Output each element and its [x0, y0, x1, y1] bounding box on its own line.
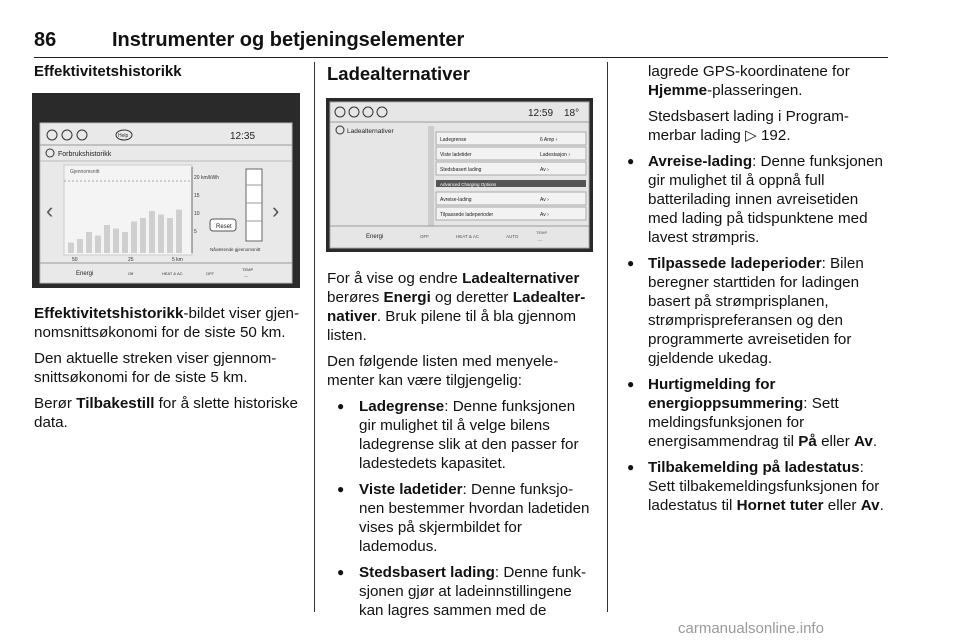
screen-time: 12:59 [528, 108, 554, 119]
mode-label: OFF [206, 271, 214, 276]
temp-label: TEMP [242, 267, 254, 272]
options-row-value: Av › [540, 197, 549, 203]
options-row-label: Avreise-lading [440, 197, 472, 203]
section-heading-charging-options: Ladealternativer [327, 63, 470, 84]
column-divider [607, 62, 608, 612]
energy-tab: Energi [366, 234, 384, 240]
options-row-label: Viste ladetider [440, 152, 472, 158]
column-2 [327, 62, 592, 627]
paragraph: For å vise og endre Ladealternativer berøres Energi og deretter Ladealternativer. Bruk pilene til å bla gjennom listen. [327, 270, 586, 344]
scale-20: 20 km/kWh [194, 175, 220, 181]
list-item: ● Viste ladetider: Denne funksjonen bestemmer hvordan ladetiden vises på skjermbildet for lademodus. [327, 480, 592, 556]
list-item: ● Tilpassede ladeperioder: Bilen beregner starttiden for ladingen basert på strømprisplanen, strømprispreferansen og den programmerte avreisetiden for gjeldende ukedag. [622, 254, 888, 368]
screen-title: Ladealternativer [347, 128, 394, 135]
history-bar [86, 232, 92, 253]
history-bar [95, 236, 101, 254]
history-bar [149, 211, 155, 253]
options-row-label: Advanced Charging Options [440, 182, 497, 187]
scale-5: 5 [194, 229, 197, 235]
list-item: ● Stedsbasert lading: Denne funksjonen gjør at ladeinnstillingene kan lagres sammen med de [327, 563, 592, 620]
column-1 [34, 62, 300, 439]
menu-items-list [327, 397, 592, 620]
temp-value: --- [244, 273, 248, 278]
list-item: ● Avreise-lading: Denne funksjonen gir mulighet til å oppnå full batterilading innen avreisetiden med lading på tidspunktene med lavest strømpris. [622, 152, 888, 247]
xtick-50: 50 [72, 257, 78, 263]
off-label: Off [128, 271, 134, 276]
page-number: 86 [34, 29, 57, 51]
options-row-label: Tilpassede ladeperioder [440, 212, 494, 218]
options-row-label: Ladegrense [440, 137, 467, 143]
history-bar [104, 225, 110, 253]
options-row-value: Av › [540, 167, 549, 173]
history-bar [176, 210, 182, 253]
temp-label: TEMP [536, 230, 548, 235]
energy-tab: Energi [76, 271, 94, 277]
list-item: ● Tilbakemelding på ladestatus: Sett tilbakemeldingsfunksjonen for ladestatus til Hornet tuter eller Av. [622, 458, 888, 515]
right-arrow-icon: › [272, 198, 280, 223]
menu-items-list [622, 152, 888, 515]
options-row-value: Av › [540, 212, 549, 218]
options-row-label: Stedsbasert lading [440, 167, 482, 173]
options-row-value: Ladestasjon › [540, 152, 571, 158]
screen-title: Forbrukshistorikk [58, 151, 112, 158]
history-bar [122, 232, 128, 253]
column-3 [622, 62, 888, 522]
paragraph: Den følgende listen med menyelementer kan være tilgjengelig: [327, 353, 559, 389]
heat-ac-label: HEAT & AC [456, 234, 480, 239]
left-arrow-icon: ‹ [46, 198, 54, 223]
section-heading-efficiency-history: Effektivitetshistorikk [34, 63, 182, 80]
paragraph: lagrede GPS-koordinatene for Hjemme-plasseringen. [648, 63, 850, 99]
list-item: ● Hurtigmelding for energioppsummering: Sett meldingsfunksjonen for energisammendrag til På eller Av. [622, 375, 888, 451]
history-bar [77, 239, 83, 253]
xtick-5km: 5 km [172, 257, 183, 263]
xtick-25: 25 [128, 257, 134, 263]
page-header [34, 27, 888, 58]
efficiency-history-screen-figure [32, 93, 300, 288]
scale-10: 10 [194, 211, 200, 217]
history-bar [167, 218, 173, 253]
temp-value: --- [538, 237, 542, 242]
paragraph: Effektivitetshistorikk-bildet viser gjennomsnittsøkonomi for de siste 50 km. [34, 305, 300, 341]
paragraph: Berør Tilbakestill for å slette historiske data. [34, 395, 298, 431]
charging-options-screen-figure [326, 98, 593, 252]
auto-label: AUTO [506, 234, 519, 239]
help-label: Help [118, 133, 129, 139]
history-bar [131, 222, 137, 254]
chapter-title: Instrumenter og betjeningselementer [112, 29, 465, 51]
history-bar [68, 243, 74, 254]
heat-ac-label: HEAT & AC [162, 271, 183, 276]
scale-15: 15 [194, 193, 200, 199]
screen-time: 12:35 [230, 131, 256, 142]
history-bar [140, 218, 146, 253]
list-item: ● Ladegrense: Denne funksjonen gir mulighet til å velge bilens ladegrense slik at den passer for ladestedets kapasitet. [327, 397, 592, 473]
current-average-label: Nåværende gjennomsnitt [210, 247, 261, 252]
watermark: carmanualsonline.info [678, 620, 824, 637]
history-bar [158, 215, 164, 254]
screen-temperature: 18° [564, 108, 580, 119]
options-row-value: 6 Amp › [540, 137, 558, 143]
paragraph: Den aktuelle streken viser gjennomsnittsøkonomi for de siste 5 km. [34, 350, 277, 386]
off-label: OFF [420, 234, 429, 239]
reset-label: Reset [216, 224, 232, 230]
column-divider [314, 62, 315, 612]
chart-legend: Gjennomsnitt [70, 169, 100, 175]
history-bar [113, 229, 119, 254]
paragraph: Stedsbasert lading i Programmerbar lading ▷ 192. [648, 108, 849, 144]
